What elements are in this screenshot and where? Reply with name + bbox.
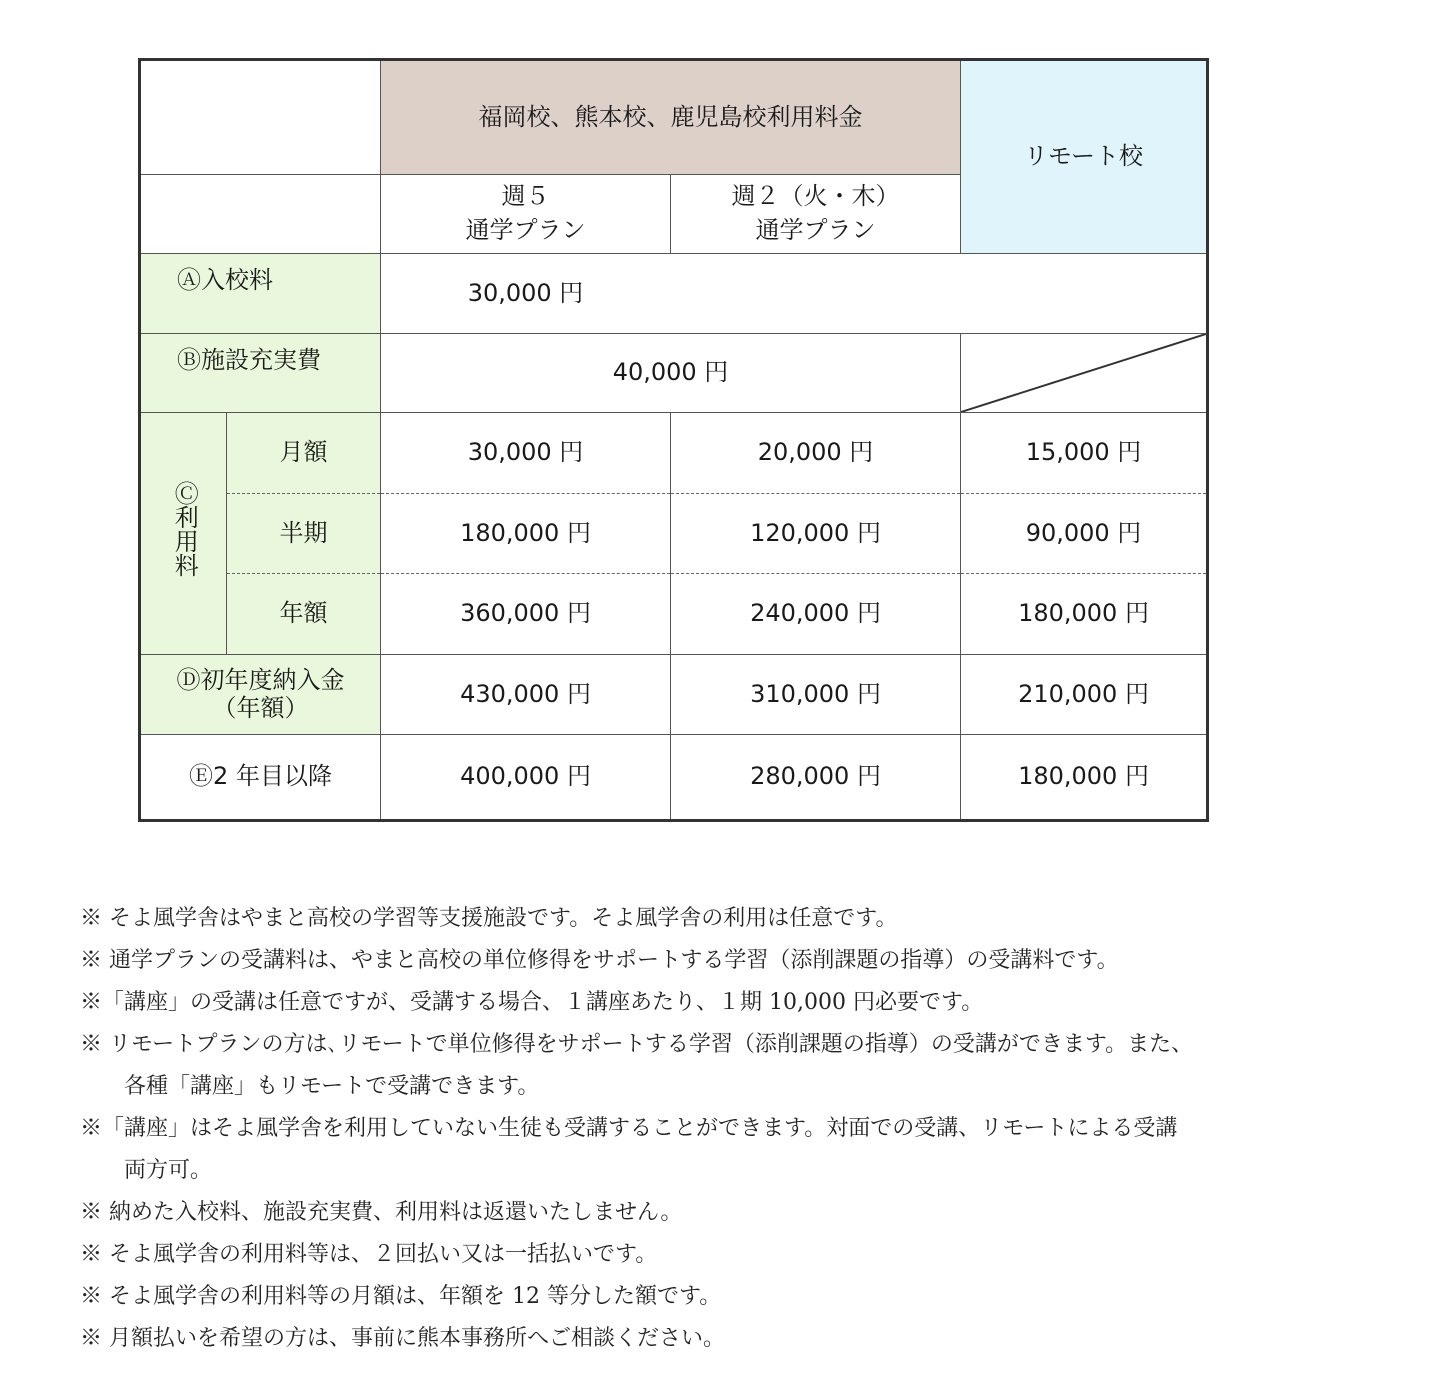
plan-week2-line1: 週２（火・木） <box>731 182 900 211</box>
row-e-week2-value: 280,000 円 <box>671 735 961 821</box>
plan-week2-line2: 通学プラン <box>755 216 876 244</box>
plan-week5-line2: 通学プラン <box>465 216 586 244</box>
row-d-remote-value: 210,000 円 <box>961 655 1208 735</box>
note-item: ※ そよ風学舎の利用料等の月額は、年額を 12 等分した額です。 <box>80 1284 722 1309</box>
row-c-week2-value: 20,000 円 <box>671 413 961 494</box>
row-c-week2-value: 240,000 円 <box>671 574 961 655</box>
row-c-remote-value: 180,000 円 <box>961 574 1208 655</box>
note-item: ※「講座」はそよ風学舎を利用していない生徒も受講することができます。対面での受講、リモートによる受講 <box>80 1116 1178 1141</box>
note-item-continuation: 各種「講座」もリモートで受講できます。 <box>124 1074 540 1099</box>
corner-cell <box>140 60 381 175</box>
plan-corner-cell <box>140 175 381 254</box>
row-d-label-line1: Ⓓ初年度納入金 <box>176 665 345 694</box>
row-b-value: 40,000 円 <box>381 334 961 413</box>
row-e-week5-value: 400,000 円 <box>381 735 671 821</box>
header-remote-campus: リモート校 <box>961 60 1208 254</box>
row-c-week5-value: 180,000 円 <box>381 494 671 574</box>
row-e-remote-value: 180,000 円 <box>961 735 1208 821</box>
row-c-sub-label: 月額 <box>227 413 381 494</box>
row-b-label: Ⓑ施設充実費 <box>140 334 381 413</box>
row-c-label <box>140 413 227 655</box>
plan-week5-header <box>381 175 671 254</box>
row-c-week2-value: 120,000 円 <box>671 494 961 574</box>
row-c-remote-value: 15,000 円 <box>961 413 1208 494</box>
note-item: ※ そよ風学舎はやまと高校の学習等支援施設です。そよ風学舎の利用は任意です。 <box>80 906 898 931</box>
row-d-week5-value: 430,000 円 <box>381 655 671 735</box>
row-a-value <box>381 254 1208 334</box>
note-item-continuation: 両方可。 <box>124 1158 213 1183</box>
row-d-label-line2: （年額） <box>212 693 309 722</box>
row-c-week5-value: 30,000 円 <box>381 413 671 494</box>
note-item: ※ 月額払いを希望の方は、事前に熊本事務所へご相談ください。 <box>80 1326 725 1351</box>
diagonal-slash <box>961 334 1206 412</box>
plan-week5-line1: 週５ <box>501 182 550 211</box>
row-c-label-text: Ⓒ利用料 <box>170 480 199 577</box>
note-item: ※ リモートプランの方は､リモートで単位修得をサポートする学習（添削課題の指導）の受講ができます。また、 <box>80 1032 1194 1057</box>
note-item: ※「講座」の受講は任意ですが、受講する場合、１講座あたり、１期 10,000 円必要です。 <box>80 990 984 1015</box>
row-d-week2-value: 310,000 円 <box>671 655 961 735</box>
row-c-week5-value: 360,000 円 <box>381 574 671 655</box>
notes-section <box>80 898 1360 1360</box>
row-d-label <box>140 655 381 735</box>
note-item: ※ 納めた入校料、施設充実費、利用料は返還いたしません。 <box>80 1200 683 1225</box>
note-item: ※ 通学プランの受講料は、やまと高校の単位修得をサポートする学習（添削課題の指導）の受講料です。 <box>80 948 1119 973</box>
row-c-sub-label: 半期 <box>227 494 381 574</box>
row-a-value-text: 30,000 円 <box>467 278 584 307</box>
plan-week2-header <box>671 175 961 254</box>
row-b-remote-na <box>961 334 1208 413</box>
note-item: ※ そよ風学舎の利用料等は、２回払い又は一括払いです。 <box>80 1242 658 1267</box>
header-local-campuses: 福岡校、熊本校、鹿児島校利用料金 <box>381 60 961 175</box>
row-e-label: Ⓔ2 年目以降 <box>140 735 381 821</box>
row-c-sub-label: 年額 <box>227 574 381 655</box>
fee-table <box>138 58 1209 822</box>
row-c-remote-value: 90,000 円 <box>961 494 1208 574</box>
row-a-label: Ⓐ入校料 <box>140 254 381 334</box>
